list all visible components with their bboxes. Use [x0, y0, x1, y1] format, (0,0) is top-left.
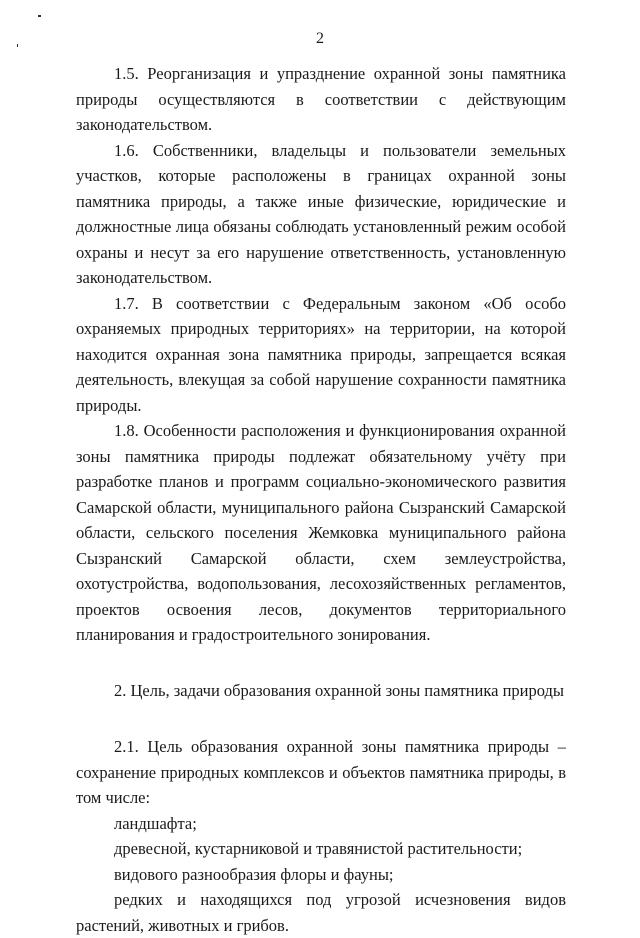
paragraph-1-6: 1.6. Собственники, владельцы и пользователи земельных участков, которые расположены в границах охранной зоны памятника природы, а также иные физические, юридические и должностные лица обязаны соблюдать установленный режим особой охраны и несут за его нарушение ответственность, установленную законодательством. — [76, 140, 566, 287]
section-2-heading: 2. Цель, задачи образования охранной зоны памятника природы — [114, 680, 564, 700]
list-item: ландшафта; — [114, 813, 197, 833]
paragraph-2-1: 2.1. Цель образования охранной зоны памятника природы – сохранение природных комплексов и объектов памятника природы, в том числе: — [76, 737, 566, 807]
list-item: древесной, кустарниковой и травянистой растительности; — [114, 839, 523, 858]
list-item: редких и находящихся под угрозой исчезновения видов растений, животных и грибов. — [76, 890, 566, 935]
list-item: видового разнообразия флоры и фауны; — [114, 864, 394, 884]
paragraph-1-7: 1.7. В соответствии с Федеральным законом «Об особо охраняемых природных территориях» на территории, на которой находится охранная зона памятника природы, запрещается всякая деятельность, влекущая за собой нарушение сохранности памятника природы. — [76, 293, 566, 415]
document-body — [76, 61, 566, 938]
scan-artifact-mark — [38, 15, 41, 17]
paragraph-1-8: 1.8. Особенности расположения и функционирования охранной зоны памятника природы подлежат обязательному учёту при разработке планов и программ социально-экономического развития Самарской области, муниципального района Сызранский Самарской области, сельского поселения Жемковка муниципального района Сызранский Самарской области, схем землеустройства, охотустройства, водопользования, лесохозяйственных регламентов, проектов освоения лесов, документов территориального планирования и градостроительного зонирования. — [76, 421, 566, 644]
page-number: 2 — [316, 30, 324, 47]
paragraph-1-5: 1.5. Реорганизация и упразднение охранной зоны памятника природы осуществляются в соответствии с действующим законодательством. — [76, 64, 566, 134]
